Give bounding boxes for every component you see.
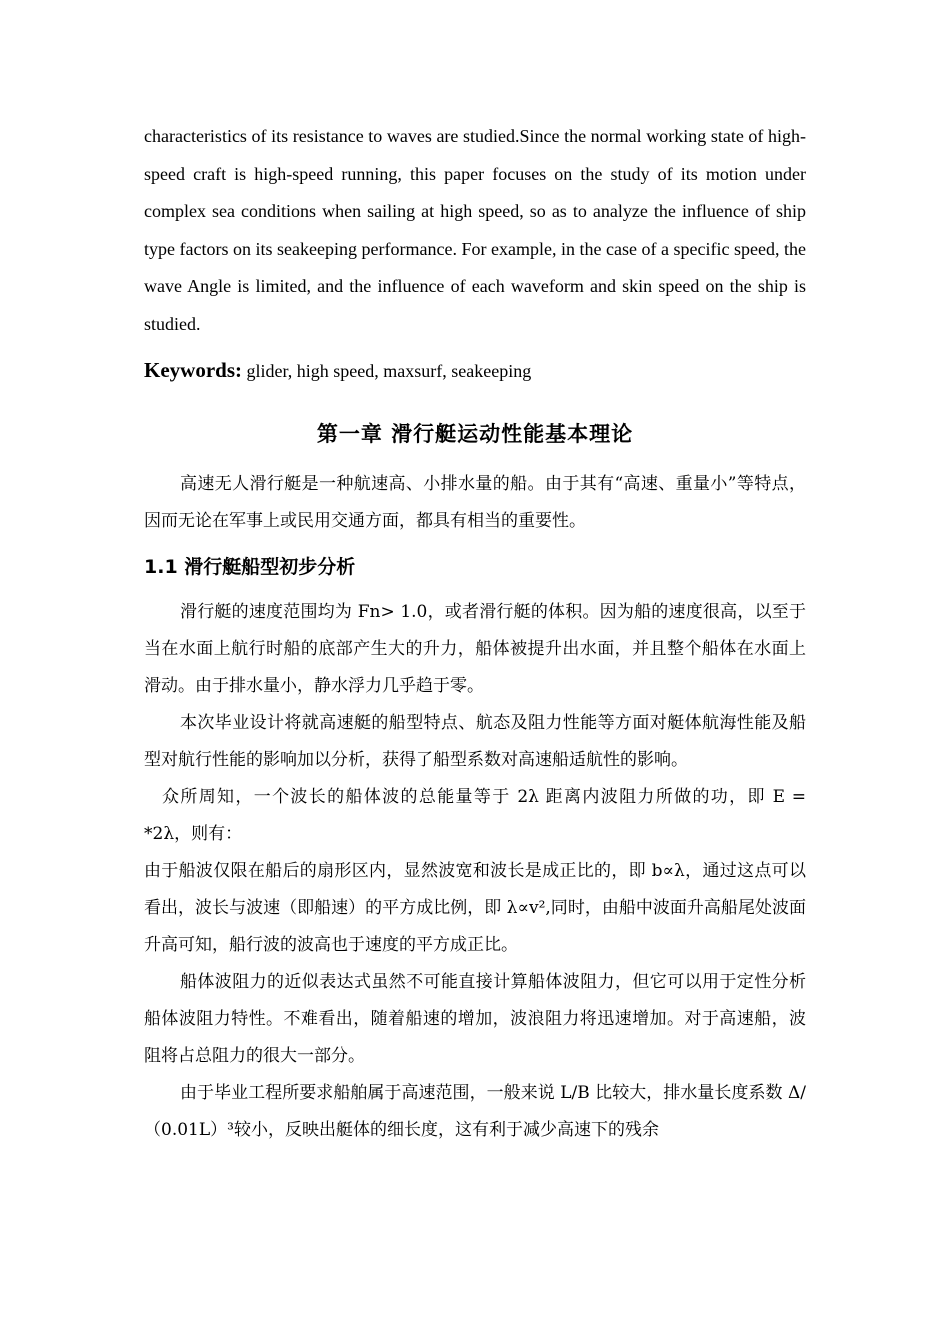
section-paragraph-5: 船体波阻力的近似表达式虽然不可能直接计算船体波阻力，但它可以用于定性分析船体波阻力特性。不难看出，随着船速的增加，波浪阻力将迅速增加。对于高速船，波阻将占总阻力的很大一部分。 bbox=[144, 972, 806, 1066]
section-paragraph-2: 本次毕业设计将就高速艇的船型特点、航态及阻力性能等方面对艇体航海性能及船型对航行性能的影响加以分析，获得了船型系数对高速船适航性的影响。 bbox=[144, 713, 806, 770]
section-paragraph-1: 滑行艇的速度范围均为 Fn> 1.0，或者滑行艇的体积。因为船的速度很高，以至于当在水面上航行时船的底部产生大的升力，船体被提升出水面，并且整个船体在水面上滑动。由于排水量小，静水浮力几乎趋于零。 bbox=[144, 602, 806, 696]
keywords-line bbox=[144, 355, 806, 386]
section-paragraph-6: 由于毕业工程所要求船舶属于高速范围，一般来说 L/B 比较大，排水量长度系数 Δ/（0.01L）³较小，反映出艇体的细长度，这有利于减少高速下的残余 bbox=[144, 1083, 806, 1140]
chapter-intro-paragraph: 高速无人滑行艇是一种航速高、小排水量的船。由于其有“高速、重量小”等特点，因而无论在军事上或民用交通方面，都具有相当的重要性。 bbox=[144, 474, 806, 531]
section-paragraph-4: 由于船波仅限在船后的扇形区内，显然波宽和波长是成正比的，即 b∝λ，通过这点可以看出，波长与波速（即船速）的平方成比例，即 λ∝v²,同时，由船中波面升高船尾处波面升高可知，船行波的波高也于速度的平方成正比。 bbox=[144, 861, 806, 955]
abstract-paragraph: characteristics of its resistance to waves are studied.Since the normal working state of high-speed craft is high-speed running, this paper focuses on the study of its motion under complex sea conditions when sailing at high speed, so as to analyze the influence of ship type factors on its seakeeping performance. For example, in the case of a specific speed, the wave Angle is limited, and the influence of each waveform and skin speed on the ship is studied. bbox=[144, 126, 806, 334]
keywords-text: glider, high speed, maxsurf, seakeeping bbox=[242, 361, 532, 381]
document-page bbox=[144, 118, 806, 1149]
keywords-label: Keywords: bbox=[144, 358, 242, 382]
section-paragraph-3: 众所周知，一个波长的船体波的总能量等于 2λ 距离内波阻力所做的功，即 E = *2λ，则有： bbox=[144, 787, 806, 844]
chapter-title: 第一章 滑行艇运动性能基本理论 bbox=[316, 422, 634, 446]
section-title: 1.1 滑行艇船型初步分析 bbox=[144, 556, 356, 578]
